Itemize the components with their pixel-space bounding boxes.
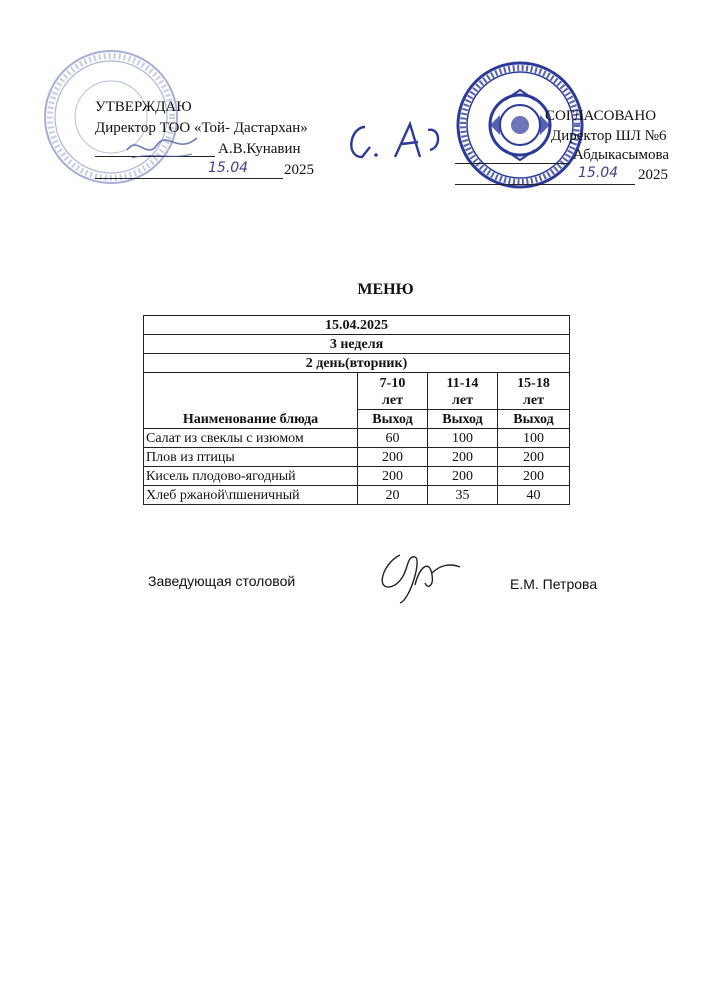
dish-output: 200 — [428, 448, 498, 467]
dish-name: Хлеб ржаной\пшеничный — [144, 486, 358, 505]
menu-day: 2 день(вторник) — [144, 354, 570, 373]
dish-output: 200 — [358, 448, 428, 467]
approval-right-name: Абдыкасымова — [573, 147, 670, 163]
age-group-1-unit: лет — [382, 393, 403, 408]
col-header-age-2 — [428, 373, 498, 410]
table-row-age-headers — [144, 373, 570, 410]
footer-signature — [370, 545, 465, 605]
age-group-2-unit: лет — [452, 393, 473, 408]
table-row — [144, 467, 570, 486]
col-header-output-1: Выход — [358, 410, 428, 429]
middle-signature — [340, 112, 450, 172]
dish-name: Плов из птицы — [144, 448, 358, 467]
footer-name: Е.М. Петрова — [510, 576, 598, 592]
approval-right-year: 2025 — [638, 167, 668, 183]
table-row — [144, 429, 570, 448]
dish-output: 35 — [428, 486, 498, 505]
table-row — [144, 486, 570, 505]
approval-right-date-line — [455, 184, 635, 185]
menu-date: 15.04.2025 — [144, 316, 570, 335]
age-group-3: 15-18 — [517, 376, 550, 391]
approval-left-date-handwritten: 15.04 — [208, 160, 249, 176]
menu-table — [143, 315, 570, 505]
dish-name: Кисель плодово-ягодный — [144, 467, 358, 486]
table-row — [144, 448, 570, 467]
col-header-output-2: Выход — [428, 410, 498, 429]
table-row-week — [144, 335, 570, 354]
age-group-1: 7-10 — [379, 376, 406, 391]
dish-output: 100 — [428, 429, 498, 448]
dish-output: 60 — [358, 429, 428, 448]
dish-name: Салат из свеклы с изюмом — [144, 429, 358, 448]
age-group-2: 11-14 — [446, 376, 479, 391]
table-row-date — [144, 316, 570, 335]
approval-left-name: А.В.Кунавин — [218, 141, 301, 157]
dish-output: 200 — [428, 467, 498, 486]
approval-right-signature-line — [455, 163, 570, 164]
approval-left-signature — [122, 130, 202, 166]
approval-right-position: Директор ШЛ №6 — [551, 128, 667, 144]
col-header-age-1 — [358, 373, 428, 410]
page-title: МЕНЮ — [357, 281, 414, 298]
dish-output: 200 — [358, 467, 428, 486]
approval-left-year: 2025 — [284, 162, 314, 178]
table-row-day — [144, 354, 570, 373]
dish-output: 200 — [498, 448, 570, 467]
approval-left-date-line — [95, 178, 283, 179]
col-header-age-3 — [498, 373, 570, 410]
col-header-output-3: Выход — [498, 410, 570, 429]
dish-output: 100 — [498, 429, 570, 448]
approval-right-date-handwritten: 15.04 — [578, 165, 619, 181]
approval-left-heading: УТВЕРЖДАЮ — [95, 99, 192, 115]
dish-output: 20 — [358, 486, 428, 505]
right-seal-stamp — [455, 60, 585, 190]
menu-week: 3 неделя — [144, 335, 570, 354]
col-header-dish-name: Наименование блюда — [144, 373, 358, 429]
dish-output: 200 — [498, 467, 570, 486]
age-group-3-unit: лет — [523, 393, 544, 408]
approval-right-heading: СОГЛАСОВАНО — [545, 108, 657, 124]
footer-role: Заведующая столовой — [148, 573, 296, 589]
approval-left-position: Директор ТОО «Той- Дастархан» — [95, 120, 308, 136]
dish-output: 40 — [498, 486, 570, 505]
